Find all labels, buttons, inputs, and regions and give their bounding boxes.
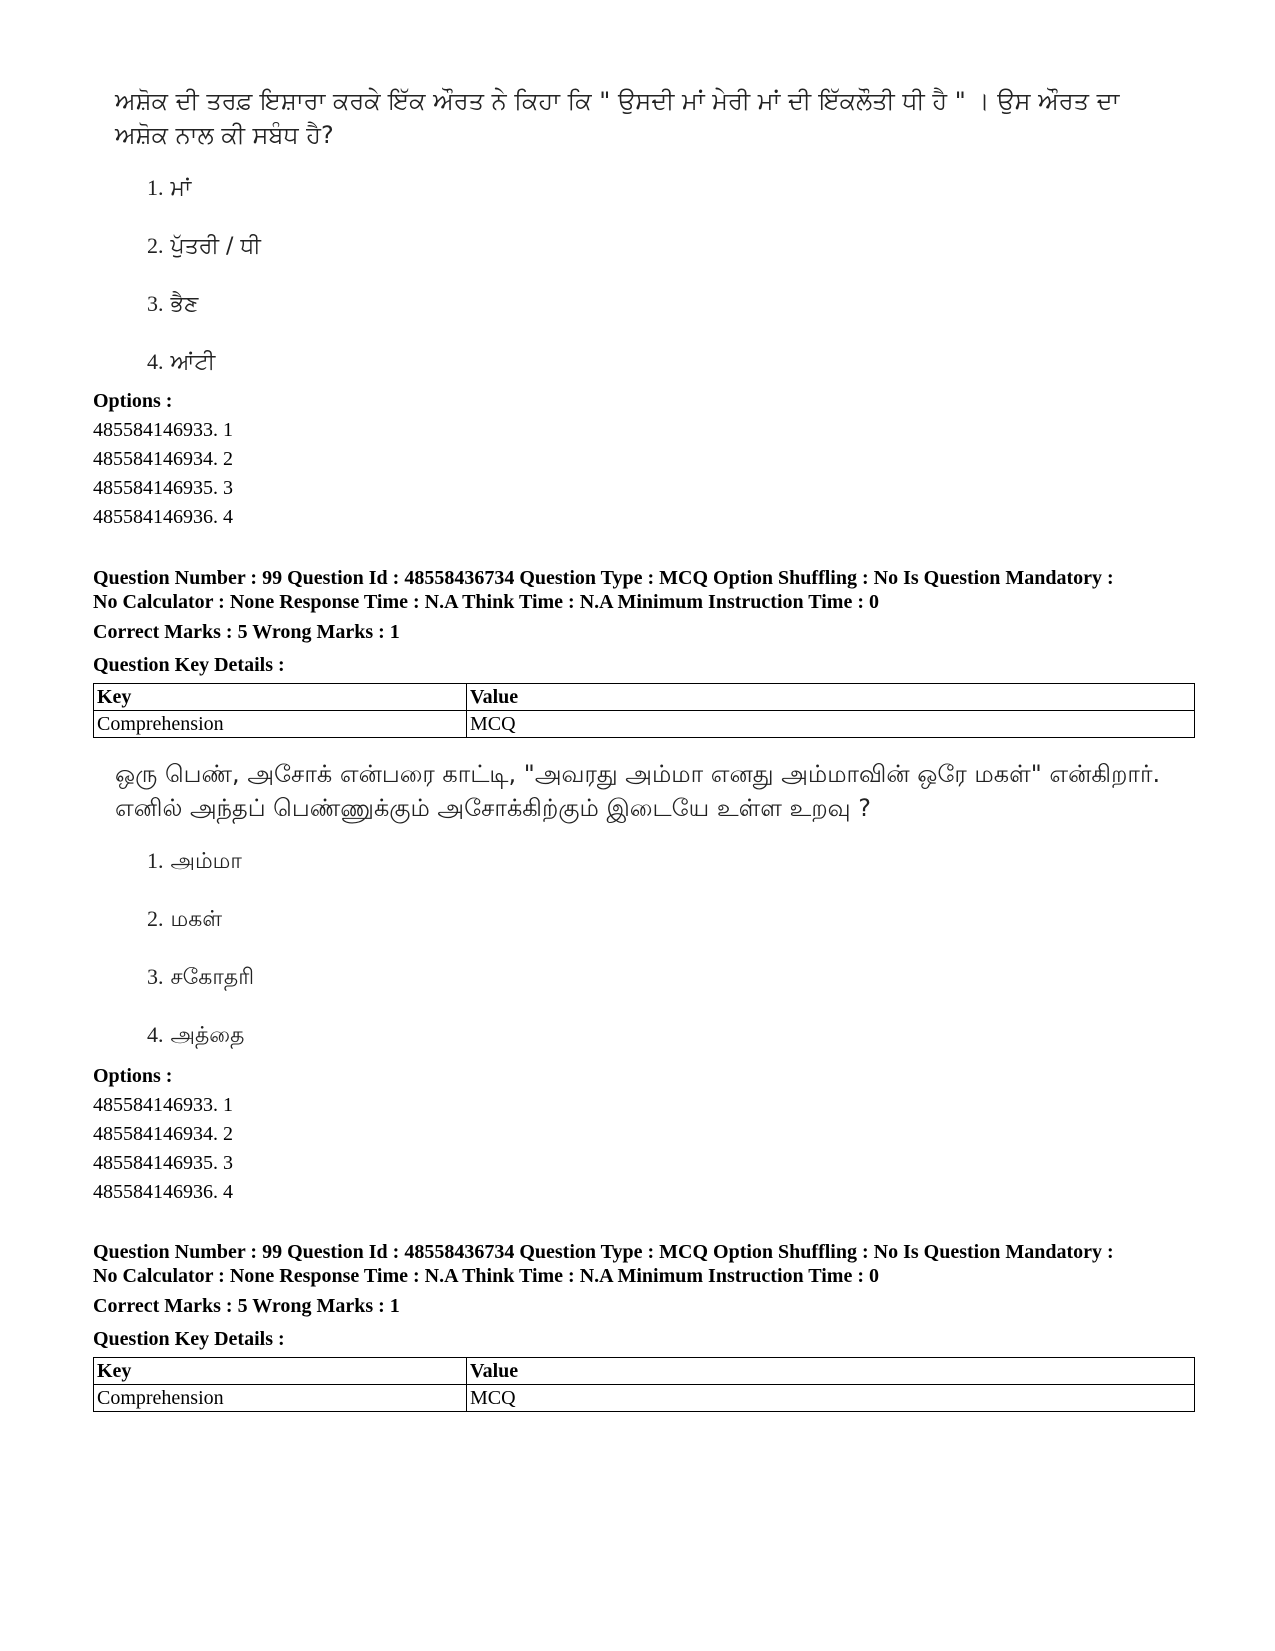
choice-list [115, 168, 1175, 400]
choice-text: ਭੈਣ [170, 292, 199, 317]
question-block-tamil [115, 757, 1175, 1073]
choice-number: 2. [147, 906, 164, 931]
choice-item [147, 284, 1175, 342]
choice-item [147, 841, 1175, 899]
table-header-value: Value [467, 1358, 1195, 1385]
choice-text: ਮਾਂ [170, 176, 192, 201]
option-id: 485584146935. 3 [93, 477, 233, 499]
choice-item [147, 899, 1175, 957]
choice-item [147, 168, 1175, 226]
choice-number: 1. [147, 175, 164, 200]
table-cell-key: Comprehension [94, 1385, 467, 1412]
question-meta [93, 1240, 1193, 1412]
option-id: 485584146936. 4 [93, 1181, 233, 1203]
choice-list [115, 841, 1175, 1073]
choice-text: மகள் [170, 907, 223, 932]
choice-text: ਆਂਟੀ [170, 350, 216, 375]
meta-line: No Calculator : None Response Time : N.A Think Time : N.A Minimum Instruction Time : 0 [93, 1265, 879, 1287]
options-label: Options : [93, 1065, 173, 1087]
question-meta [93, 566, 1193, 738]
table-row [94, 1385, 1195, 1412]
question-block-punjabi [115, 84, 1175, 400]
meta-line: Question Number : 99 Question Id : 48558436734 Question Type : MCQ Option Shuffling : No Is Question Mandatory : [93, 1241, 1114, 1263]
choice-number: 3. [147, 964, 164, 989]
table-header-key: Key [94, 1358, 467, 1385]
choice-number: 4. [147, 349, 164, 374]
meta-line: No Calculator : None Response Time : N.A Think Time : N.A Minimum Instruction Time : 0 [93, 591, 879, 613]
options-section [93, 1062, 1193, 1207]
meta-line: Question Number : 99 Question Id : 48558436734 Question Type : MCQ Option Shuffling : No Is Question Mandatory : [93, 567, 1114, 589]
choice-number: 2. [147, 233, 164, 258]
option-id: 485584146936. 4 [93, 506, 233, 528]
option-id: 485584146933. 1 [93, 1094, 233, 1116]
choice-text: சகோதரி [170, 965, 255, 990]
option-id: 485584146934. 2 [93, 1123, 233, 1145]
table-cell-value: MCQ [467, 1385, 1195, 1412]
marks-line: Correct Marks : 5 Wrong Marks : 1 [93, 621, 400, 643]
choice-text: அம்மா [170, 849, 242, 874]
table-header-value: Value [467, 684, 1195, 711]
option-id: 485584146933. 1 [93, 419, 233, 441]
choice-number: 3. [147, 291, 164, 316]
options-label: Options : [93, 390, 173, 412]
marks-line: Correct Marks : 5 Wrong Marks : 1 [93, 1295, 400, 1317]
table-cell-key: Comprehension [94, 711, 467, 738]
question-text: ஒரு பெண், அசோக் என்பரை காட்டி, "அவரது அம்மா எனது அம்மாவின் ஒரே மகள்" என்கிறார். எனில் அந்தப் பெண்ணுக்கும் அசோக்கிற்கும் இடையே உள்ள உறவு ? [115, 760, 1161, 822]
choice-text: அத்தை [170, 1023, 245, 1048]
choice-item [147, 957, 1175, 1015]
choice-item [147, 226, 1175, 284]
options-section [93, 387, 1193, 532]
table-cell-value: MCQ [467, 711, 1195, 738]
option-id: 485584146935. 3 [93, 1152, 233, 1174]
table-row [94, 711, 1195, 738]
option-id: 485584146934. 2 [93, 448, 233, 470]
table-header-key: Key [94, 684, 467, 711]
choice-text: ਪੁੱਤਰੀ / ਧੀ [170, 234, 261, 259]
key-details-label: Question Key Details : [93, 654, 285, 676]
choice-number: 1. [147, 848, 164, 873]
key-details-table [93, 683, 1195, 738]
key-details-label: Question Key Details : [93, 1328, 285, 1350]
choice-number: 4. [147, 1022, 164, 1047]
key-details-table [93, 1357, 1195, 1412]
question-text: ਅਸ਼ੋਕ ਦੀ ਤਰਫ਼ ਇਸ਼ਾਰਾ ਕਰਕੇ ਇੱਕ ਔਰਤ ਨੇ ਕਿਹਾ ਕਿ " ਉਸਦੀ ਮਾਂ ਮੇਰੀ ਮਾਂ ਦੀ ਇੱਕਲੌਤੀ ਧੀ ਹੈ " । ਉਸ ਔਰਤ ਦਾ ਅਸ਼ੋਕ ਨਾਲ ਕੀ ਸਬੰਧ ਹੈ? [115, 87, 1120, 149]
table-header-row [94, 1358, 1195, 1385]
table-header-row [94, 684, 1195, 711]
